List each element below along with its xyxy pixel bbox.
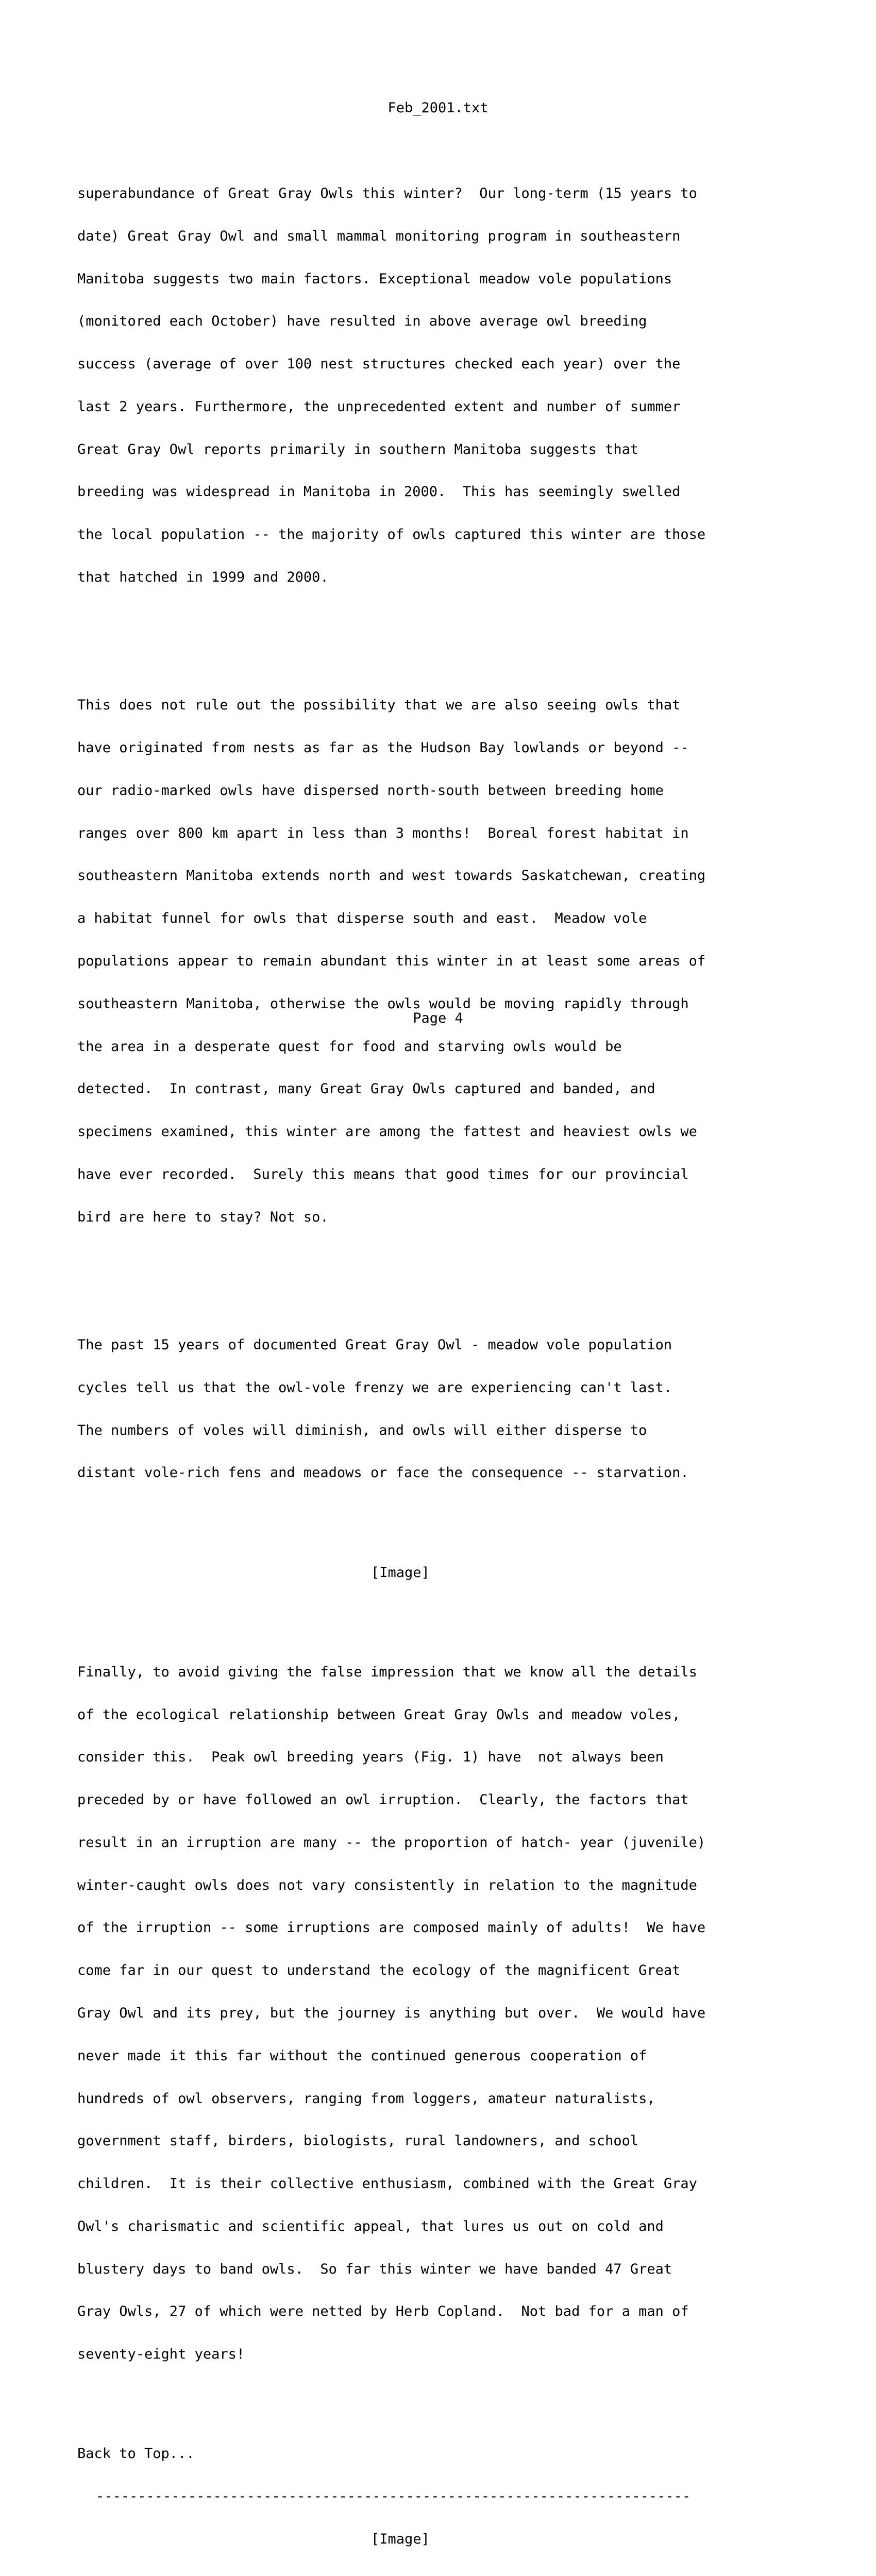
text-line: hundreds of owl observers, ranging from loggers, amateur naturalists, bbox=[77, 2090, 655, 2107]
image-placeholder: [Image] bbox=[371, 1564, 430, 1581]
text-line: Great Gray Owl reports primarily in southern Manitoba suggests that bbox=[77, 441, 639, 457]
paragraph-1 bbox=[77, 158, 809, 613]
text-line: (monitored each October) have resulted in above average owl breeding bbox=[77, 313, 647, 330]
text-line: Manitoba suggests two main factors. Exceptional meadow vole populations bbox=[77, 270, 672, 287]
paragraph-3 bbox=[77, 1310, 809, 1509]
text-line: Owl's charismatic and scientific appeal, that lures us out on cold and bbox=[77, 2218, 664, 2234]
text-line: government staff, birders, biologists, rural landowners, and school bbox=[77, 2133, 639, 2149]
text-line: our radio-marked owls have dispersed north-south between breeding home bbox=[77, 782, 664, 799]
text-line: last 2 years. Furthermore, the unprecedented extent and number of summer bbox=[77, 398, 681, 415]
text-line: success (average of over 100 nest structures checked each year) over the bbox=[77, 356, 681, 372]
text-line: result in an irruption are many -- the proportion of hatch- year (juvenile) bbox=[77, 1834, 706, 1851]
text-line: Gray Owls, 27 of which were netted by Herb Copland. Not bad for a man of bbox=[77, 2303, 689, 2320]
text-line: populations appear to remain abundant this winter in at least some areas of bbox=[77, 953, 706, 970]
text-line: ranges over 800 km apart in less than 3 months! Boreal forest habitat in bbox=[77, 825, 689, 841]
separator-rule: ----------------------------------------------------------------------- bbox=[96, 2488, 691, 2505]
text-line: distant vole-rich fens and meadows or face the consequence -- starvation. bbox=[77, 1465, 689, 1481]
document-body bbox=[77, 115, 809, 2576]
text-line: The past 15 years of documented Great Gray Owl - meadow vole population bbox=[77, 1337, 672, 1353]
text-line: cycles tell us that the owl-vole frenzy we are experiencing can't last. bbox=[77, 1379, 672, 1396]
text-line: consider this. Peak owl breeding years (Fig. 1) have not always been bbox=[77, 1749, 664, 1766]
text-line: children. It is their collective enthusiasm, combined with the Great Gray bbox=[77, 2176, 697, 2192]
text-line: the local population -- the majority of owls captured this winter are those bbox=[77, 527, 706, 543]
text-line: detected. In contrast, many Great Gray Owls captured and banded, and bbox=[77, 1081, 655, 1097]
text-line: never made it this far without the continued generous cooperation of bbox=[77, 2047, 647, 2064]
text-line: bird are here to stay? Not so. bbox=[77, 1209, 329, 1225]
text-line: breeding was widespread in Manitoba in 2000. This has seemingly swelled bbox=[77, 484, 681, 500]
page-number: Page 4 bbox=[413, 1010, 463, 1026]
text-line: have originated from nests as far as the Hudson Bay lowlands or beyond -- bbox=[77, 740, 689, 756]
text-line: of the irruption -- some irruptions are composed mainly of adults! We have bbox=[77, 1920, 706, 1936]
text-line: winter-caught owls does not vary consistently in relation to the magnitude bbox=[77, 1877, 697, 1893]
text-line: seventy-eight years! bbox=[77, 2346, 245, 2363]
text-line: superabundance of Great Gray Owls this winter? Our long-term (15 years to bbox=[77, 185, 697, 201]
text-line: Finally, to avoid giving the false impression that we know all the details bbox=[77, 1664, 697, 1680]
text-line: blustery days to band owls. So far this winter we have banded 47 Great bbox=[77, 2261, 672, 2277]
text-line: This does not rule out the possibility that we are also seeing owls that bbox=[77, 697, 681, 714]
text-line: Gray Owl and its prey, but the journey is anything but over. We would have bbox=[77, 2005, 706, 2021]
text-line: southeastern Manitoba, otherwise the owls would be moving rapidly through bbox=[77, 995, 689, 1012]
text-line: the area in a desperate quest for food and starving owls would be bbox=[77, 1038, 622, 1055]
text-line: date) Great Gray Owl and small mammal monitoring program in southeastern bbox=[77, 228, 681, 244]
text-line: specimens examined, this winter are among the fattest and heaviest owls we bbox=[77, 1124, 697, 1140]
back-to-top-link[interactable]: Back to Top... bbox=[77, 2446, 195, 2462]
paragraph-4 bbox=[77, 1637, 809, 2390]
text-line: The numbers of voles will diminish, and owls will either disperse to bbox=[77, 1422, 647, 1438]
text-line: southeastern Manitoba extends north and west towards Saskatchewan, creating bbox=[77, 868, 706, 884]
image-placeholder: [Image] bbox=[371, 2531, 430, 2547]
text-line: of the ecological relationship between Great Gray Owls and meadow voles, bbox=[77, 1706, 681, 1723]
text-line: preceded by or have followed an owl irruption. Clearly, the factors that bbox=[77, 1792, 689, 1808]
text-line: have ever recorded. Surely this means that good times for our provincial bbox=[77, 1166, 689, 1182]
text-line: a habitat funnel for owls that disperse south and east. Meadow vole bbox=[77, 910, 647, 927]
text-line: that hatched in 1999 and 2000. bbox=[77, 569, 329, 585]
text-line: come far in our quest to understand the ecology of the magnificent Great bbox=[77, 1962, 681, 1979]
paragraph-2 bbox=[77, 670, 809, 1252]
file-name-header: Feb_2001.txt bbox=[388, 100, 488, 116]
